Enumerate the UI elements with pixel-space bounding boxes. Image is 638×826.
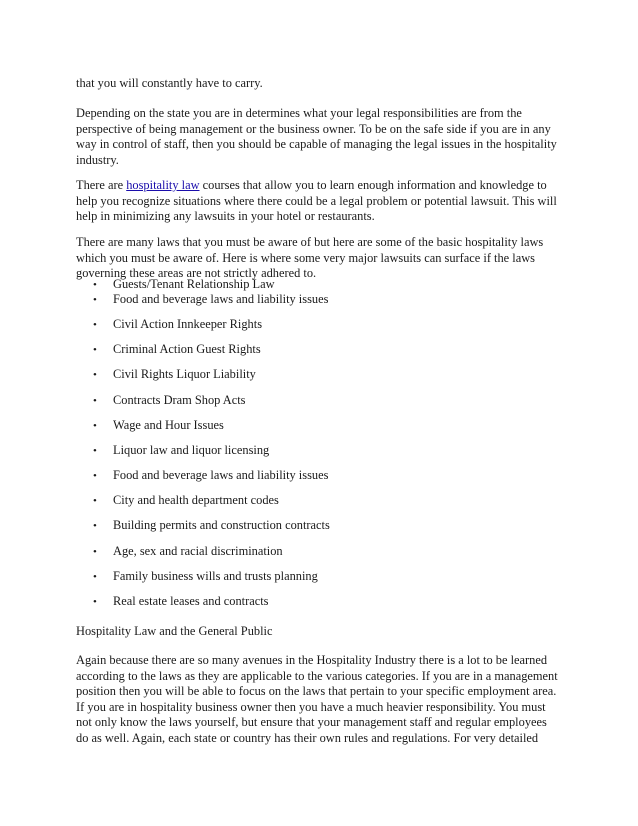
bullet-icon: • bbox=[93, 470, 97, 482]
paragraph-line: way in control of staff, then you should be capable of managing the legal issues in the hospitality bbox=[76, 137, 557, 152]
paragraph-line: governing these areas are not strictly adhered to. bbox=[76, 266, 317, 281]
list-item: Food and beverage laws and liability issues bbox=[113, 292, 329, 306]
paragraph-line: There are many laws that you must be aware of but here are some of the basic hospitality laws bbox=[76, 235, 544, 249]
paragraph-line: that you will constantly have to carry. bbox=[76, 76, 263, 90]
list-item: Guests/Tenant Relationship Law bbox=[113, 277, 275, 291]
bullet-icon: • bbox=[93, 495, 97, 507]
list-item: Real estate leases and contracts bbox=[113, 594, 269, 608]
bullet-icon: • bbox=[93, 344, 97, 356]
list-item: Food and beverage laws and liability issues bbox=[113, 468, 329, 482]
list-item: Civil Action Innkeeper Rights bbox=[113, 317, 263, 331]
list-item: Wage and Hour Issues bbox=[113, 418, 224, 432]
bullet-icon: • bbox=[93, 319, 97, 331]
paragraph-line: industry. bbox=[76, 152, 119, 167]
paragraph-line: which you must be aware of. Here is where some very major lawsuits can surface if the laws bbox=[76, 250, 535, 265]
paragraph-line: position then you will be able to focus on the laws that pertain to your specific employment area. bbox=[76, 684, 557, 699]
list-item: Age, sex and racial discrimination bbox=[113, 544, 283, 558]
paragraph-line: help you recognize situations where there could be a legal problem or potential lawsuit. This will bbox=[76, 193, 557, 208]
list-item: Contracts Dram Shop Acts bbox=[113, 393, 246, 407]
list-item: City and health department codes bbox=[113, 493, 279, 507]
bullet-icon: • bbox=[93, 369, 97, 381]
paragraph-intro bbox=[76, 76, 566, 92]
text-prefix: There are bbox=[76, 178, 127, 192]
bullet-icon: • bbox=[93, 546, 97, 558]
paragraph-responsibilities bbox=[76, 106, 566, 168]
paragraph-courses bbox=[76, 178, 566, 225]
list-item: Family business wills and trusts planning bbox=[113, 569, 318, 583]
paragraph-line: perspective of being management or the business owner. To be on the safe side if you are in any bbox=[76, 121, 551, 136]
paragraph-line: do as well. Again, each state or country has their own rules and regulations. For very detailed bbox=[76, 730, 539, 745]
bullet-icon: • bbox=[93, 294, 97, 306]
heading-text: Hospitality Law and the General Public bbox=[76, 624, 273, 638]
bullet-icon: • bbox=[93, 279, 97, 291]
paragraph-line bbox=[76, 178, 566, 194]
paragraph-general-public bbox=[76, 653, 566, 747]
paragraph-laws-intro bbox=[76, 235, 566, 282]
bullet-icon: • bbox=[93, 445, 97, 457]
list-item: Building permits and construction contracts bbox=[113, 518, 330, 532]
list-item: Liquor law and liquor licensing bbox=[113, 443, 270, 457]
paragraph-line: If you are in hospitality business owner then you have a much heavier responsibility. You must bbox=[76, 699, 546, 714]
list-item: Civil Rights Liquor Liability bbox=[113, 367, 256, 381]
section-heading bbox=[76, 624, 566, 640]
paragraph-line: not only know the laws yourself, but ensure that your management staff and regular employees bbox=[76, 715, 547, 730]
hospitality-law-link[interactable]: hospitality law bbox=[126, 178, 200, 192]
text-rest: courses that allow you to learn enough information and knowledge to bbox=[199, 178, 547, 192]
bullet-icon: • bbox=[93, 395, 97, 407]
bullet-icon: • bbox=[93, 596, 97, 608]
paragraph-line: Again because there are so many avenues in the Hospitality Industry there is a lot to be learned bbox=[76, 653, 548, 667]
bullet-icon: • bbox=[93, 571, 97, 583]
paragraph-line: help in minimizing any lawsuits in your hotel or restaurants. bbox=[76, 209, 375, 224]
paragraph-line: according to the laws as they are applicable to the various categories. If you are in a management bbox=[76, 668, 558, 683]
paragraph-line: Depending on the state you are in determines what your legal responsibilities are from the bbox=[76, 106, 522, 120]
bullet-icon: • bbox=[93, 420, 97, 432]
list-item: Criminal Action Guest Rights bbox=[113, 342, 261, 356]
bullet-icon: • bbox=[93, 520, 97, 532]
